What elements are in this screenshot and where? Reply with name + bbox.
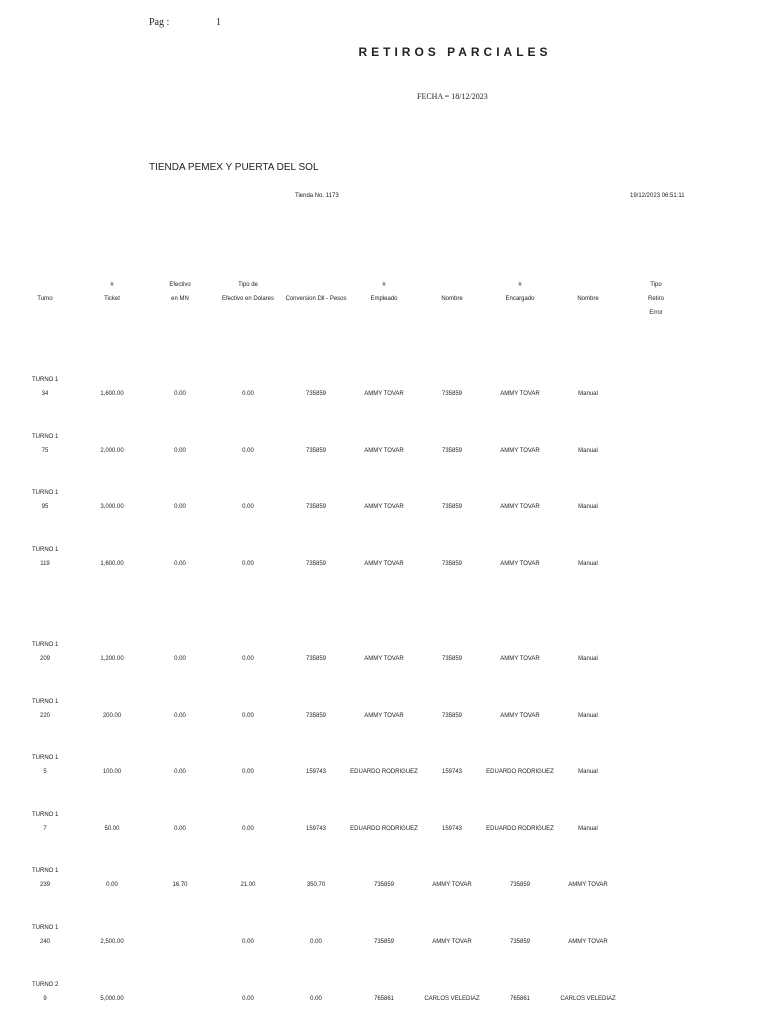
- table-cell: 0.00: [242, 561, 254, 567]
- row-turno: TURNO 1: [32, 755, 59, 761]
- table-cell: 239: [39, 882, 50, 888]
- table-cell: 0.00: [242, 939, 254, 945]
- table-row: [0, 391, 768, 401]
- table-cell: 2,500.00: [100, 939, 124, 945]
- table-cell: EDUARDO RODRIGUEZ: [350, 826, 418, 832]
- table-row: [0, 769, 768, 779]
- table-cell: AMMY TOVAR: [500, 656, 540, 662]
- table-cell: 240: [39, 939, 50, 945]
- table-cell: 0.00: [310, 996, 322, 1002]
- table-row: [0, 448, 768, 458]
- table-cell: Manual: [578, 656, 598, 662]
- table-cell: 0.00: [174, 713, 186, 719]
- table-cell: 5: [43, 769, 47, 775]
- table-cell: 735859: [441, 656, 463, 662]
- table-cell: AMMY TOVAR: [364, 504, 404, 510]
- table-cell: 0.00: [242, 391, 254, 397]
- table-cell: EDUARDO RODRIGUEZ: [350, 769, 418, 775]
- table-cell: Manual: [578, 769, 598, 775]
- table-cell: 9: [43, 996, 47, 1002]
- table-row: [0, 939, 768, 949]
- table-cell: 0.00: [174, 656, 186, 662]
- table-cell: 735859: [441, 713, 463, 719]
- column-header-line: Conversion Dll - Pesos: [285, 296, 347, 302]
- table-cell: 1,600.00: [100, 391, 124, 397]
- table-cell: 0.00: [310, 939, 322, 945]
- table-cell: 0.00: [174, 448, 186, 454]
- table-cell: Manual: [578, 504, 598, 510]
- row-turno: TURNO 1: [32, 812, 59, 818]
- table-cell: 34: [41, 391, 49, 397]
- table-row: [0, 561, 768, 571]
- table-cell: 16.70: [172, 882, 188, 888]
- table-cell: 75: [41, 448, 49, 454]
- table-cell: 0.00: [174, 561, 186, 567]
- row-turno: TURNO 1: [32, 377, 59, 383]
- table-cell: 350.70: [306, 882, 326, 888]
- table-cell: AMMY TOVAR: [500, 504, 540, 510]
- table-cell: 159743: [305, 826, 327, 832]
- print-timestamp: 19/12/2023 06:51:11: [630, 193, 685, 199]
- table-cell: 100.00: [102, 769, 122, 775]
- table-cell: 735859: [305, 713, 327, 719]
- column-header-line: #: [382, 282, 386, 288]
- column-header-line: Tipo de: [238, 282, 258, 288]
- table-cell: AMMY TOVAR: [500, 713, 540, 719]
- table-cell: 735859: [509, 939, 531, 945]
- table-cell: 735859: [305, 391, 327, 397]
- table-cell: 735859: [441, 504, 463, 510]
- column-header-line: Ticket: [104, 296, 120, 302]
- row-turno: TURNO 1: [32, 699, 59, 705]
- table-cell: 735859: [441, 561, 463, 567]
- table-row: [0, 504, 768, 514]
- table-cell: AMMY TOVAR: [364, 448, 404, 454]
- table-cell: 159743: [305, 769, 327, 775]
- table-cell: 21.00: [240, 882, 256, 888]
- column-header-line: #: [518, 282, 522, 288]
- table-row: [0, 656, 768, 666]
- table-cell: 2,000.00: [100, 448, 124, 454]
- table-cell: 3,000.00: [100, 504, 124, 510]
- table-cell: AMMY TOVAR: [432, 939, 472, 945]
- table-cell: 0.00: [174, 826, 186, 832]
- table-cell: CARLOS VELEDIAZ: [424, 996, 480, 1002]
- table-cell: 159743: [441, 826, 463, 832]
- table-cell: Manual: [578, 826, 598, 832]
- report-date: FECHA = 18/12/2023: [417, 92, 488, 101]
- table-cell: 0.00: [174, 769, 186, 775]
- table-cell: AMMY TOVAR: [500, 448, 540, 454]
- row-turno: TURNO 1: [32, 434, 59, 440]
- table-cell: 0.00: [242, 713, 254, 719]
- table-cell: AMMY TOVAR: [568, 939, 608, 945]
- table-cell: AMMY TOVAR: [432, 882, 472, 888]
- table-cell: 735859: [305, 561, 327, 567]
- table-cell: CARLOS VELEDIAZ: [560, 996, 616, 1002]
- table-cell: 200.00: [102, 713, 122, 719]
- table-cell: 735859: [305, 448, 327, 454]
- table-cell: 0.00: [242, 504, 254, 510]
- table-cell: 765861: [509, 996, 531, 1002]
- table-row: [0, 713, 768, 723]
- table-cell: 159743: [441, 769, 463, 775]
- table-cell: 735859: [509, 882, 531, 888]
- table-cell: 735859: [441, 448, 463, 454]
- table-cell: 0.00: [174, 391, 186, 397]
- table-cell: EDUARDO RODRIGUEZ: [486, 826, 554, 832]
- table-cell: 0.00: [242, 826, 254, 832]
- column-header-line: #: [110, 282, 114, 288]
- column-header-line: Retiro: [647, 296, 664, 302]
- table-cell: 5,000.00: [100, 996, 124, 1002]
- page-label: Pag :: [149, 17, 170, 28]
- table-cell: 1,200.00: [100, 656, 124, 662]
- table-cell: 735859: [305, 656, 327, 662]
- table-cell: 50.00: [104, 826, 120, 832]
- table-cell: 0.00: [106, 882, 118, 888]
- table-cell: EDUARDO RODRIGUEZ: [486, 769, 554, 775]
- table-cell: 765861: [373, 996, 395, 1002]
- column-header-line: Turno: [37, 296, 53, 302]
- table-cell: AMMY TOVAR: [568, 882, 608, 888]
- column-header-line: Efectivo en Dolares: [221, 296, 275, 302]
- row-turno: TURNO 1: [32, 925, 59, 931]
- table-cell: AMMY TOVAR: [364, 561, 404, 567]
- table-cell: 209: [39, 656, 50, 662]
- column-header-line: Empleado: [370, 296, 398, 302]
- table-cell: AMMY TOVAR: [500, 561, 540, 567]
- column-header-line: Error: [649, 310, 663, 316]
- table-cell: 0.00: [242, 656, 254, 662]
- table-cell: 7: [43, 826, 47, 832]
- column-header-line: Encargado: [505, 296, 535, 302]
- table-cell: 735859: [373, 939, 395, 945]
- table-cell: AMMY TOVAR: [500, 391, 540, 397]
- table-cell: Manual: [578, 713, 598, 719]
- table-cell: 0.00: [174, 504, 186, 510]
- column-header-line: Efectivo: [169, 282, 191, 288]
- store-number: Tienda No. 1173: [295, 193, 339, 199]
- store-name: TIENDA PEMEX Y PUERTA DEL SOL: [149, 162, 319, 173]
- table-cell: 119: [40, 561, 50, 567]
- table-cell: 735859: [441, 391, 463, 397]
- table-cell: AMMY TOVAR: [364, 713, 404, 719]
- column-header-line: Nombre: [441, 296, 463, 302]
- table-cell: AMMY TOVAR: [364, 656, 404, 662]
- table-cell: 1,600.00: [100, 561, 124, 567]
- row-turno: TURNO 2: [32, 982, 59, 988]
- row-turno: TURNO 1: [32, 642, 59, 648]
- column-header-line: Nombre: [577, 296, 599, 302]
- table-cell: 95: [41, 504, 49, 510]
- page-number: 1: [216, 17, 221, 28]
- table-row: [0, 882, 768, 892]
- table-cell: 735859: [305, 504, 327, 510]
- table-cell: 0.00: [242, 769, 254, 775]
- table-row: [0, 826, 768, 836]
- row-turno: TURNO 1: [32, 547, 59, 553]
- row-turno: TURNO 1: [32, 490, 59, 496]
- row-turno: TURNO 1: [32, 868, 59, 874]
- table-cell: 735859: [373, 882, 395, 888]
- table-cell: 220: [39, 713, 50, 719]
- table-cell: 0.00: [242, 996, 254, 1002]
- table-row: [0, 996, 768, 1006]
- column-header-line: Tipo: [650, 282, 662, 288]
- column-header: [611, 278, 701, 320]
- table-cell: AMMY TOVAR: [364, 391, 404, 397]
- report-title: RETIROS PARCIALES: [358, 45, 552, 59]
- table-cell: Manual: [578, 448, 598, 454]
- table-cell: 0.00: [242, 448, 254, 454]
- table-cell: Manual: [578, 561, 598, 567]
- table-cell: Manual: [578, 391, 598, 397]
- column-header-line: en MN: [171, 296, 189, 302]
